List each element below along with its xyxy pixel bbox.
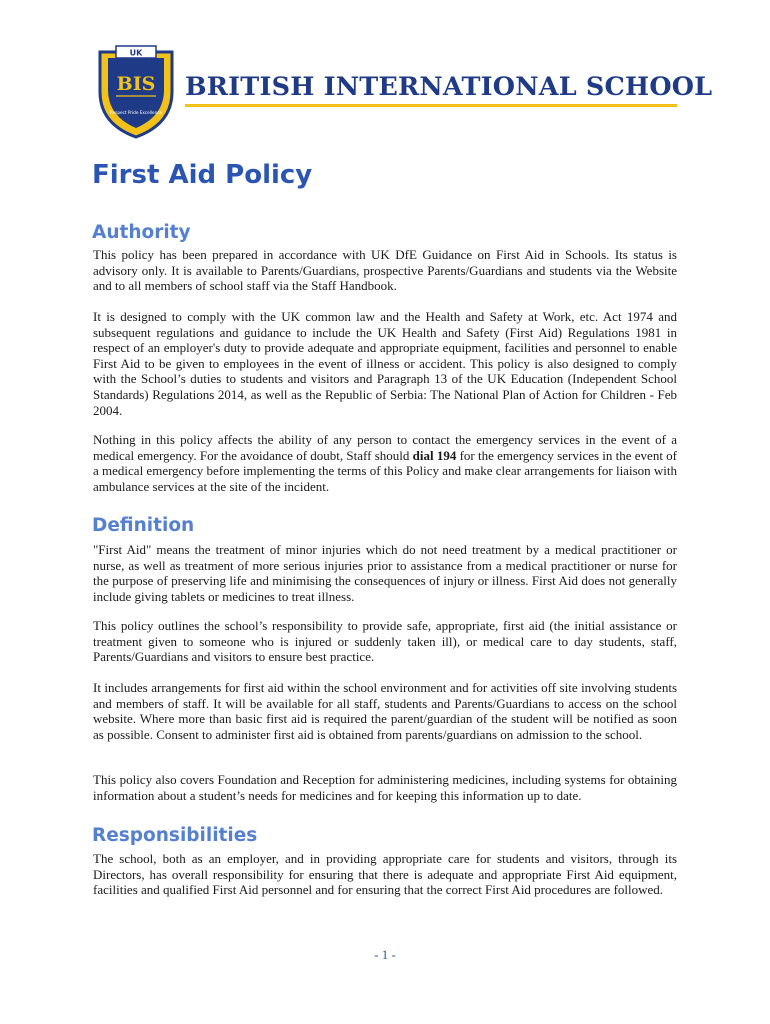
section-heading-responsibilities: Responsibilities [92, 825, 258, 846]
authority-paragraph-3-text-b: for the emergency services in the event of a medical emergency before implementing the terms of this Policy and make clear arrangements for liaison with ambulance services at the site of the incident. [93, 447, 678, 494]
crest-banner-text: UK [129, 48, 143, 58]
section-heading-definition: Definition [92, 515, 195, 536]
definition-paragraph-4: This policy also covers Foundation and Reception for administering medicines, including systems for obtaining information about a student’s needs for medicines and for keeping this information up to date. [93, 772, 677, 803]
responsibilities-paragraph-1: The school, both as an employer, and in providing appropriate care for students and visitors, through its Directors, has overall responsibility for ensuring that there is adequate and appropriate First Aid equipment, facilities and qualified First Aid personnel and for ensuring that the correct First Aid procedures are followed. [93, 851, 677, 898]
school-name-underline [185, 104, 677, 107]
page-number: - 1 - [374, 947, 396, 962]
section-heading-authority: Authority [92, 222, 191, 243]
letterhead [92, 44, 713, 144]
authority-paragraph-3-text-a: Nothing in this policy affects the ability of any person to contact the emergency services in the event of a medical emergency. For the avoidance of doubt, Staff should [93, 432, 677, 463]
crest-letters: BIS [116, 73, 156, 95]
crest-motto: Respect Pride Excellence [109, 110, 163, 115]
school-name: BRITISH INTERNATIONAL SCHOOL [185, 72, 713, 102]
page-title: First Aid Policy [92, 160, 313, 190]
definition-paragraph-3: It includes arrangements for first aid within the school environment and for activities off site involving students and members of staff. It will be available for all staff, students and Parents/Guardians to access on the school website. Where more than basic first aid is required the parent/guardian of the student will be notified as soon as possible. Consent to administer first aid is obtained from parents/guardians on admission to the school. [93, 680, 677, 742]
school-crest-logo [92, 44, 180, 140]
authority-paragraph-2: It is designed to comply with the UK common law and the Health and Safety at Work, etc. Act 1974 and subsequent regulations and guidance to include the UK Health and Safety (First Aid) Regulations 1981 in respect of an employer's duty to provide adequate and appropriate equipment, facilities and personnel to enable First Aid to be given to employees in the event of illness or accident. This policy is also designed to comply with the School’s duties to students and visitors and Paragraph 13 of the UK Education (Independent School Standards) Regulations 2014, as well as the Republic of Serbia: The National Plan of Action for Children - Feb 2004. [93, 309, 677, 418]
emergency-number: dial 194 [412, 447, 457, 463]
authority-paragraph-3 [93, 432, 677, 494]
authority-paragraph-1: This policy has been prepared in accordance with UK DfE Guidance on First Aid in Schools. Its status is advisory only. It is available to Parents/Guardians, prospective Parents/Guardians and students via the Website and to all members of school staff via the Staff Handbook. [93, 247, 677, 294]
definition-paragraph-1: "First Aid" means the treatment of minor injuries which do not need treatment by a medical practitioner or nurse, as well as treatment of more serious injuries prior to assistance from a medical practitioner or nurse for the purpose of preserving life and minimising the consequences of injury or illness. First Aid does not generally include giving tablets or medicines to treat illness. [93, 542, 677, 604]
definition-paragraph-2: This policy outlines the school’s responsibility to provide safe, appropriate, first aid (the initial assistance or treatment given to someone who is injured or suddenly taken ill), or medical care to day students, staff, Parents/Guardians and visitors to ensure best practice. [93, 618, 677, 665]
